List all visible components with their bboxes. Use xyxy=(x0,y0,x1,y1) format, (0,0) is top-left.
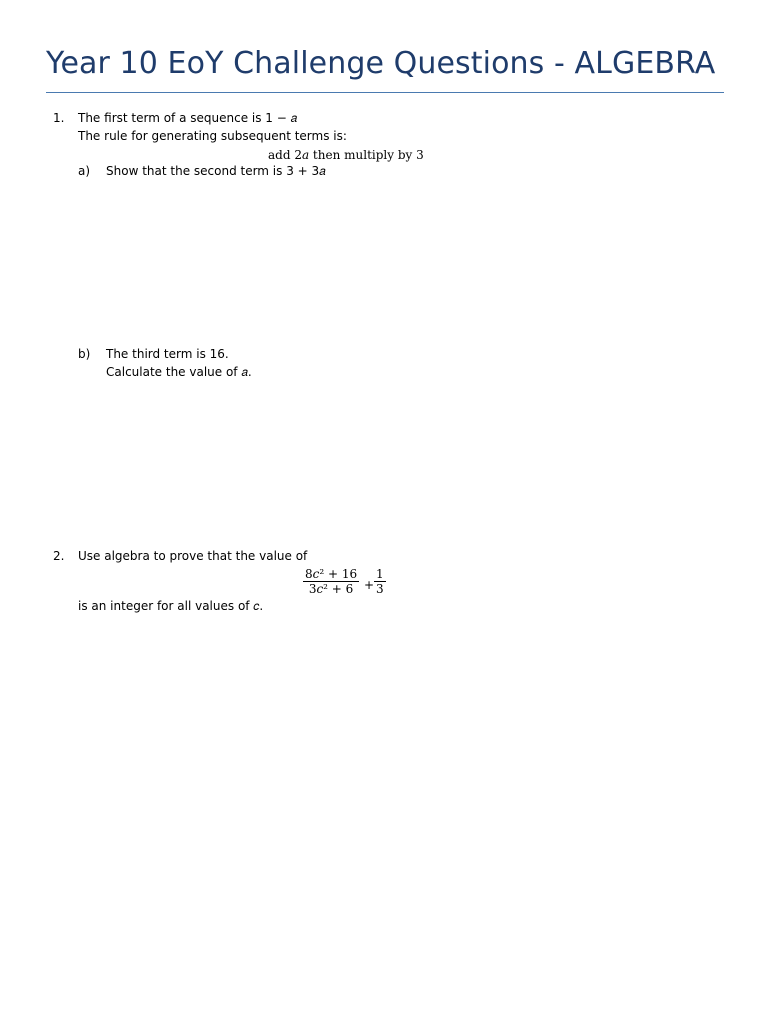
question-2-number: 2. xyxy=(53,549,65,563)
question-2-conclusion: is an integer for all values of 𝑐. xyxy=(78,599,264,613)
question-1b-text-2: Calculate the value of 𝑎. xyxy=(106,365,252,379)
question-1a-text: Show that the second term is 3 + 3𝑎 xyxy=(106,164,326,178)
question-1a-label: a) xyxy=(78,164,91,178)
fraction-expression xyxy=(303,567,359,596)
question-1-rule-intro: The rule for generating subsequent terms is: xyxy=(78,129,347,143)
question-1b-text: The third term is 16. xyxy=(106,347,229,361)
fraction-2-denominator: 3 xyxy=(376,582,384,596)
title-underline xyxy=(46,92,724,93)
question-2-stem: Use algebra to prove that the value of xyxy=(78,549,308,563)
question-1-stem: The first term of a sequence is 1 − 𝑎 xyxy=(78,111,298,125)
fraction-1-numerator: 8𝑐² + 16 xyxy=(305,567,358,581)
fraction-2 xyxy=(374,567,386,596)
question-1-number: 1. xyxy=(53,111,65,125)
page-title: Year 10 EoY Challenge Questions - ALGEBRA xyxy=(46,46,716,81)
question-1-rule: add 2𝑎 then multiply by 3 xyxy=(268,148,424,162)
plus-sign: + xyxy=(364,578,375,592)
question-1b-label: b) xyxy=(78,347,91,361)
fraction-2-numerator: 1 xyxy=(376,567,384,581)
fraction-1-denominator: 3𝑐² + 6 xyxy=(308,582,354,596)
